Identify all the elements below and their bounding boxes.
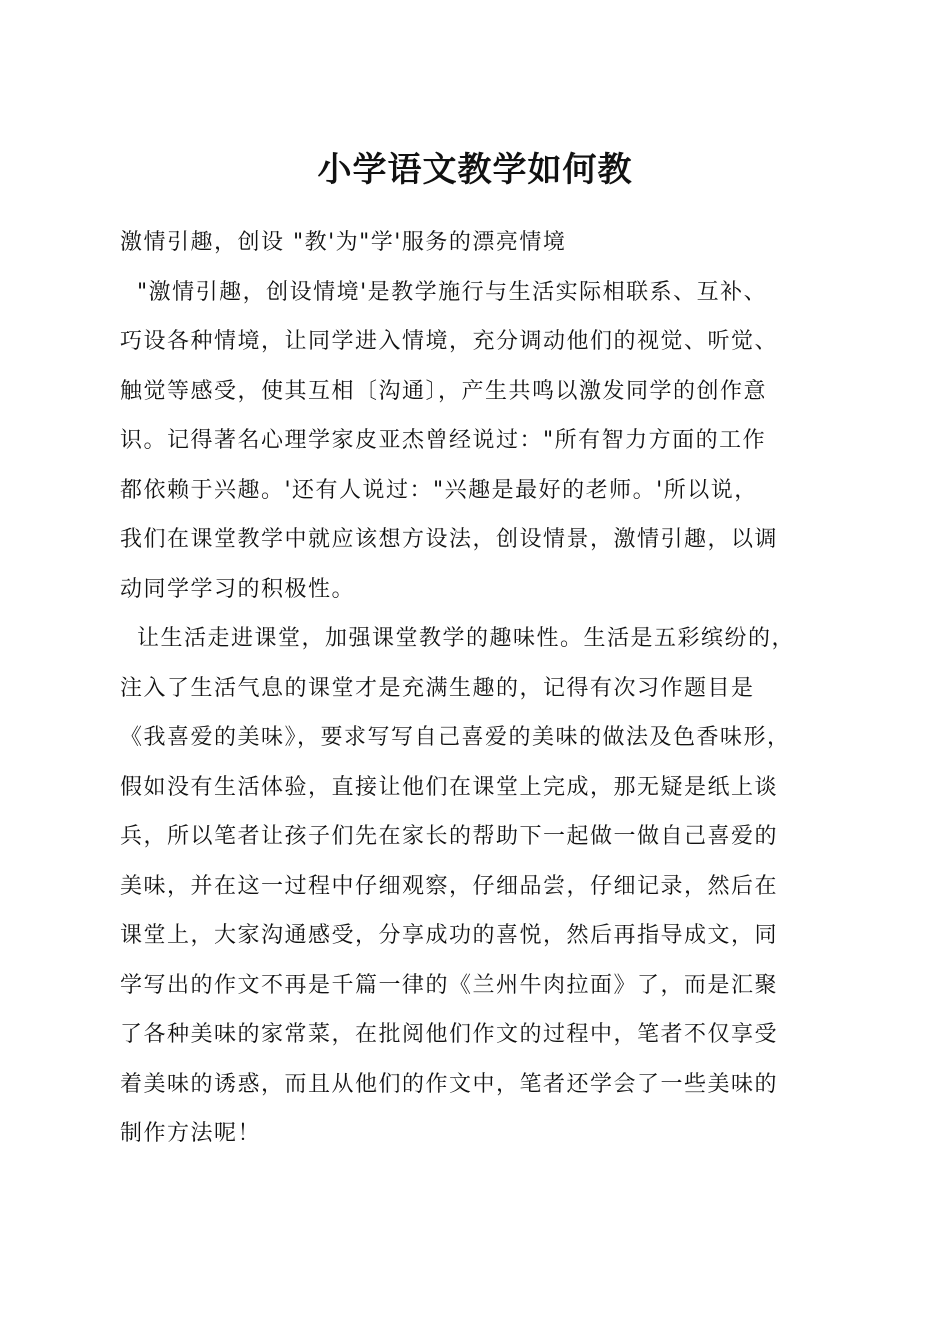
text-line: 识。记得著名心理学家皮亚杰曾经说过："所有智力方面的工作	[120, 428, 767, 453]
text-line: 激情引趣，创设 "教'为"学'服务的漂亮情境	[120, 230, 567, 255]
text-line: "激情引趣，创设情境'是教学施行与生活实际相联系、互补、	[120, 279, 768, 305]
text-line: 都依赖于兴趣。'还有人说过："兴趣是最好的老师。'所以说，	[120, 477, 758, 503]
text-line: 了各种美味的家常菜，在批阅他们作文的过程中，笔者不仅享受	[120, 1022, 779, 1047]
text-line: 巧设各种情境，让同学进入情境，充分调动他们的视觉、听觉、	[120, 329, 779, 354]
text-line: 触觉等感受，使其互相〔沟通〕，产生共鸣以激发同学的创作意	[120, 378, 768, 404]
text-line: 《我喜爱的美味》，要求写写自己喜爱的美味的做法及色香味形，	[120, 725, 791, 750]
document-body	[120, 218, 836, 1159]
text-line: 着美味的诱惑，而且从他们的作文中，笔者还学会了一些美味的	[120, 1071, 779, 1097]
text-line: 动同学学习的积极性。	[120, 576, 356, 602]
text-line: 制作方法呢！	[120, 1121, 262, 1146]
text-line: 我们在课堂教学中就应该想方设法，创设情景，激情引趣，以调	[120, 527, 779, 552]
document-title: 小学语文教学如何教	[317, 150, 633, 190]
text-line: 兵，所以笔者让孩子们先在家长的帮助下一起做一做自己喜爱的	[120, 824, 779, 849]
text-line: 课堂上，大家沟通感受，分享成功的喜悦，然后再指导成文，同	[120, 923, 779, 948]
text-line: 学写出的作文不再是千篇一律的《兰州牛肉拉面》了，而是汇聚	[120, 972, 779, 998]
text-line: 美味，并在这一过程中仔细观察，仔细品尝，仔细记录，然后在	[120, 873, 779, 899]
text-line: 注入了生活气息的课堂才是充满生趣的，记得有次习作题目是	[120, 675, 755, 701]
text-line: 假如没有生活体验，直接让他们在课堂上完成，那无疑是纸上谈	[120, 774, 779, 800]
text-line: 让生活走进课堂，加强课堂教学的趣味性。生活是五彩缤纷的，	[120, 626, 795, 651]
